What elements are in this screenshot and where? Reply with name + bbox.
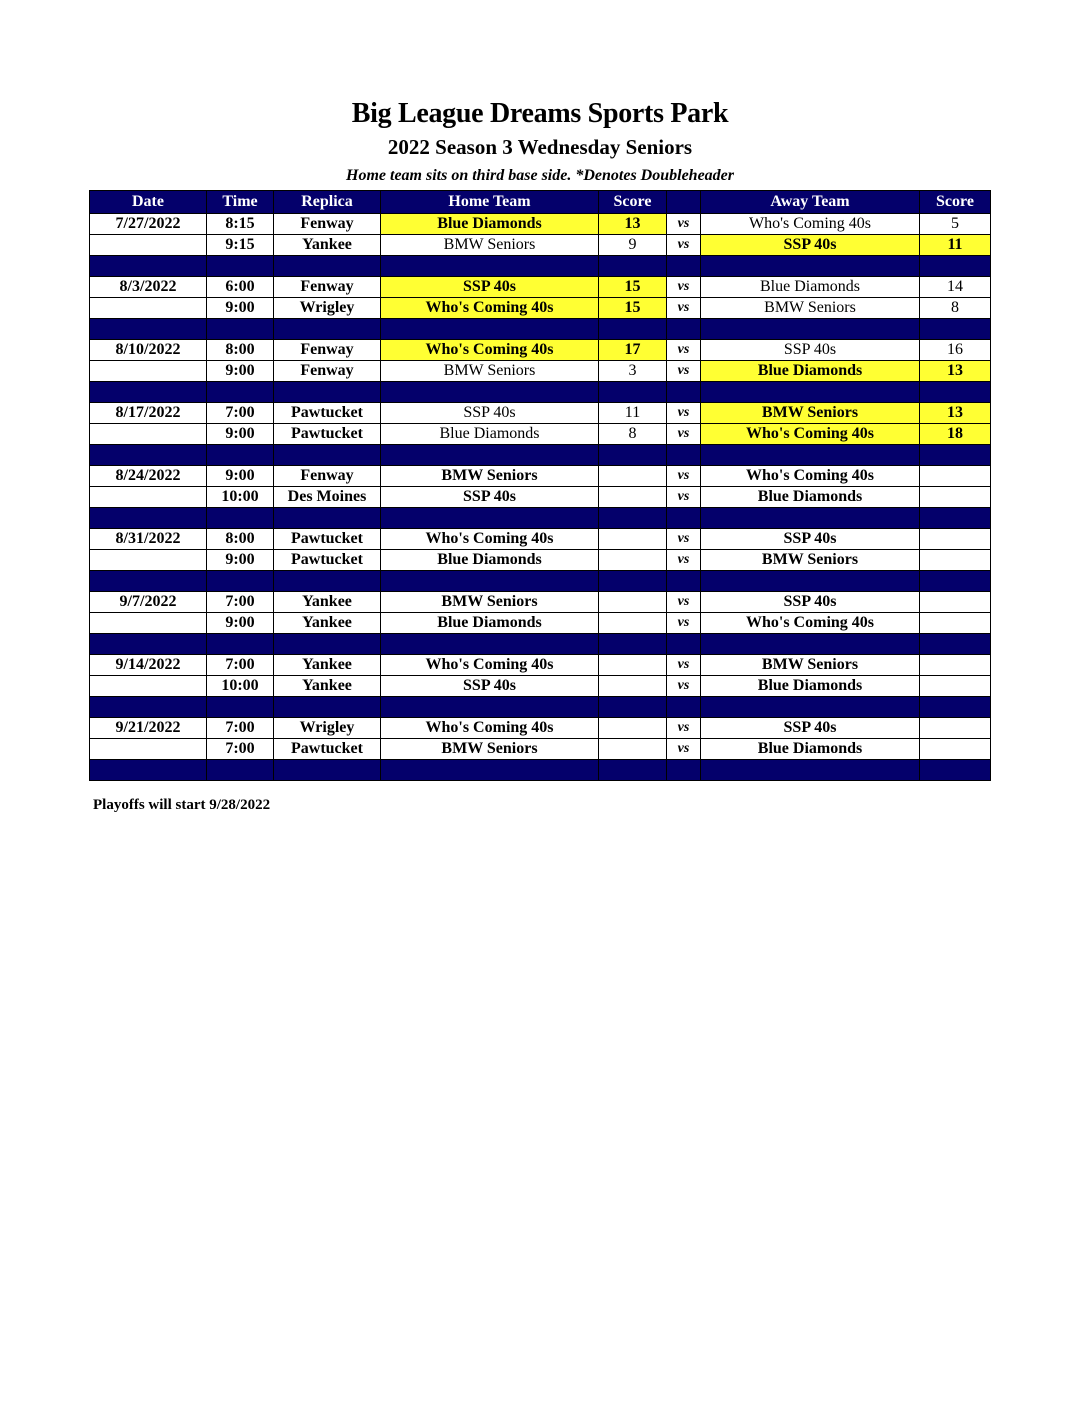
- home-team-cell: BMW Seniors: [381, 361, 599, 382]
- separator-cell: [207, 319, 274, 340]
- away-score-cell: 13: [920, 361, 991, 382]
- home-team-cell: BMW Seniors: [381, 739, 599, 760]
- away-score-cell: [920, 655, 991, 676]
- time-cell: 8:00: [207, 529, 274, 550]
- replica-cell: Fenway: [274, 214, 381, 235]
- separator-cell: [599, 508, 667, 529]
- game-row: [90, 466, 991, 487]
- vs-cell: vs: [667, 298, 701, 319]
- replica-cell: Yankee: [274, 676, 381, 697]
- away-score-cell: 16: [920, 340, 991, 361]
- game-row: [90, 592, 991, 613]
- time-cell: 9:00: [207, 613, 274, 634]
- date-cell: [90, 424, 207, 445]
- page-title: Big League Dreams Sports Park: [351, 98, 729, 129]
- vs-cell: vs: [667, 403, 701, 424]
- date-cell: [90, 676, 207, 697]
- home-score-cell: [599, 592, 667, 613]
- separator-cell: [599, 634, 667, 655]
- separator-cell: [90, 382, 207, 403]
- time-cell: 9:00: [207, 466, 274, 487]
- schedule-table: [89, 190, 991, 781]
- separator-cell: [667, 445, 701, 466]
- home-score-cell: 13: [599, 214, 667, 235]
- separator-cell: [920, 319, 991, 340]
- separator-cell: [90, 571, 207, 592]
- date-cell: 8/24/2022: [90, 466, 207, 487]
- away-team-cell: Blue Diamonds: [701, 277, 920, 298]
- date-cell: 8/17/2022: [90, 403, 207, 424]
- home-team-cell: BMW Seniors: [381, 466, 599, 487]
- separator-cell: [667, 760, 701, 781]
- home-score-cell: [599, 487, 667, 508]
- separator-cell: [381, 256, 599, 277]
- separator-cell: [599, 445, 667, 466]
- separator-cell: [274, 697, 381, 718]
- separator-cell: [274, 508, 381, 529]
- home-score-cell: [599, 529, 667, 550]
- away-team-cell: Who's Coming 40s: [701, 424, 920, 445]
- replica-cell: Yankee: [274, 235, 381, 256]
- home-team-cell: Who's Coming 40s: [381, 340, 599, 361]
- away-team-cell: SSP 40s: [701, 718, 920, 739]
- separator-cell: [701, 508, 920, 529]
- replica-cell: Pawtucket: [274, 550, 381, 571]
- separator-cell: [667, 634, 701, 655]
- week-separator-row: [90, 319, 991, 340]
- time-cell: 9:15: [207, 235, 274, 256]
- col-header-home-score: Score: [599, 191, 667, 214]
- game-row: [90, 214, 991, 235]
- game-row: [90, 235, 991, 256]
- away-team-cell: BMW Seniors: [701, 298, 920, 319]
- separator-cell: [667, 382, 701, 403]
- home-score-cell: 17: [599, 340, 667, 361]
- away-score-cell: 13: [920, 403, 991, 424]
- away-score-cell: [920, 592, 991, 613]
- time-cell: 8:15: [207, 214, 274, 235]
- separator-cell: [381, 319, 599, 340]
- col-header-home-team: Home Team: [381, 191, 599, 214]
- separator-cell: [667, 508, 701, 529]
- date-cell: 8/3/2022: [90, 277, 207, 298]
- separator-cell: [274, 634, 381, 655]
- separator-cell: [207, 697, 274, 718]
- separator-cell: [207, 256, 274, 277]
- date-cell: [90, 613, 207, 634]
- separator-cell: [701, 319, 920, 340]
- vs-cell: vs: [667, 550, 701, 571]
- separator-cell: [207, 571, 274, 592]
- separator-cell: [207, 445, 274, 466]
- away-team-cell: Blue Diamonds: [701, 676, 920, 697]
- vs-cell: vs: [667, 361, 701, 382]
- separator-cell: [701, 760, 920, 781]
- separator-cell: [701, 634, 920, 655]
- home-team-cell: SSP 40s: [381, 487, 599, 508]
- separator-cell: [920, 382, 991, 403]
- week-separator-row: [90, 571, 991, 592]
- date-cell: [90, 739, 207, 760]
- time-cell: 9:00: [207, 424, 274, 445]
- week-separator-row: [90, 382, 991, 403]
- away-score-cell: 18: [920, 424, 991, 445]
- separator-cell: [274, 382, 381, 403]
- away-team-cell: BMW Seniors: [701, 655, 920, 676]
- away-team-cell: SSP 40s: [701, 235, 920, 256]
- separator-cell: [274, 760, 381, 781]
- separator-cell: [701, 697, 920, 718]
- separator-cell: [90, 760, 207, 781]
- time-cell: 6:00: [207, 277, 274, 298]
- vs-cell: vs: [667, 739, 701, 760]
- separator-cell: [207, 382, 274, 403]
- away-score-cell: [920, 550, 991, 571]
- vs-cell: vs: [667, 676, 701, 697]
- time-cell: 7:00: [207, 403, 274, 424]
- replica-cell: Wrigley: [274, 298, 381, 319]
- date-cell: [90, 550, 207, 571]
- date-cell: 9/7/2022: [90, 592, 207, 613]
- away-score-cell: [920, 466, 991, 487]
- away-score-cell: [920, 487, 991, 508]
- game-row: [90, 487, 991, 508]
- separator-cell: [599, 256, 667, 277]
- separator-cell: [90, 508, 207, 529]
- game-row: [90, 298, 991, 319]
- schedule-body: [90, 214, 991, 781]
- col-header-away-score: Score: [920, 191, 991, 214]
- home-score-cell: [599, 718, 667, 739]
- replica-cell: Pawtucket: [274, 529, 381, 550]
- col-header-date: Date: [90, 191, 207, 214]
- col-header-time: Time: [207, 191, 274, 214]
- home-score-cell: 9: [599, 235, 667, 256]
- home-score-cell: [599, 550, 667, 571]
- game-row: [90, 277, 991, 298]
- home-score-cell: 15: [599, 277, 667, 298]
- game-row: [90, 718, 991, 739]
- separator-cell: [599, 571, 667, 592]
- replica-cell: Wrigley: [274, 718, 381, 739]
- separator-cell: [701, 445, 920, 466]
- game-row: [90, 739, 991, 760]
- date-cell: 8/10/2022: [90, 340, 207, 361]
- separator-cell: [381, 445, 599, 466]
- away-score-cell: [920, 529, 991, 550]
- time-cell: 7:00: [207, 718, 274, 739]
- home-team-cell: Blue Diamonds: [381, 613, 599, 634]
- date-cell: [90, 235, 207, 256]
- vs-cell: vs: [667, 529, 701, 550]
- separator-cell: [207, 760, 274, 781]
- separator-cell: [90, 634, 207, 655]
- week-separator-row: [90, 697, 991, 718]
- game-row: [90, 424, 991, 445]
- separator-cell: [381, 508, 599, 529]
- away-score-cell: [920, 613, 991, 634]
- away-score-cell: [920, 739, 991, 760]
- home-team-cell: Who's Coming 40s: [381, 529, 599, 550]
- replica-cell: Pawtucket: [274, 424, 381, 445]
- away-team-cell: Who's Coming 40s: [701, 466, 920, 487]
- replica-cell: Fenway: [274, 361, 381, 382]
- away-team-cell: BMW Seniors: [701, 550, 920, 571]
- home-team-cell: SSP 40s: [381, 277, 599, 298]
- away-team-cell: SSP 40s: [701, 592, 920, 613]
- separator-cell: [90, 445, 207, 466]
- home-team-cell: BMW Seniors: [381, 592, 599, 613]
- separator-cell: [599, 697, 667, 718]
- col-header-replica: Replica: [274, 191, 381, 214]
- separator-cell: [701, 571, 920, 592]
- home-team-cell: BMW Seniors: [381, 235, 599, 256]
- separator-cell: [274, 256, 381, 277]
- game-row: [90, 655, 991, 676]
- away-team-cell: SSP 40s: [701, 340, 920, 361]
- separator-cell: [381, 571, 599, 592]
- game-row: [90, 529, 991, 550]
- away-team-cell: Who's Coming 40s: [701, 613, 920, 634]
- time-cell: 8:00: [207, 340, 274, 361]
- replica-cell: Pawtucket: [274, 403, 381, 424]
- week-separator-row: [90, 634, 991, 655]
- separator-cell: [207, 634, 274, 655]
- away-team-cell: SSP 40s: [701, 529, 920, 550]
- separator-cell: [381, 382, 599, 403]
- vs-cell: vs: [667, 214, 701, 235]
- away-score-cell: [920, 676, 991, 697]
- time-cell: 9:00: [207, 550, 274, 571]
- time-cell: 10:00: [207, 487, 274, 508]
- away-team-cell: Who's Coming 40s: [701, 214, 920, 235]
- separator-cell: [90, 697, 207, 718]
- vs-cell: vs: [667, 655, 701, 676]
- date-cell: [90, 298, 207, 319]
- vs-cell: vs: [667, 235, 701, 256]
- vs-cell: vs: [667, 466, 701, 487]
- time-cell: 7:00: [207, 739, 274, 760]
- away-score-cell: 8: [920, 298, 991, 319]
- vs-cell: vs: [667, 613, 701, 634]
- home-score-cell: 8: [599, 424, 667, 445]
- time-cell: 7:00: [207, 592, 274, 613]
- separator-cell: [599, 382, 667, 403]
- home-score-cell: 11: [599, 403, 667, 424]
- separator-cell: [667, 319, 701, 340]
- separator-cell: [381, 697, 599, 718]
- time-cell: 9:00: [207, 298, 274, 319]
- home-team-cell: Blue Diamonds: [381, 550, 599, 571]
- separator-cell: [599, 319, 667, 340]
- replica-cell: Yankee: [274, 613, 381, 634]
- separator-cell: [207, 508, 274, 529]
- time-cell: 9:00: [207, 361, 274, 382]
- separator-cell: [701, 382, 920, 403]
- separator-cell: [599, 760, 667, 781]
- home-score-cell: [599, 655, 667, 676]
- vs-cell: vs: [667, 718, 701, 739]
- game-row: [90, 361, 991, 382]
- date-cell: [90, 361, 207, 382]
- home-team-cell: Blue Diamonds: [381, 214, 599, 235]
- home-score-cell: [599, 613, 667, 634]
- away-team-cell: Blue Diamonds: [701, 361, 920, 382]
- replica-cell: Fenway: [274, 466, 381, 487]
- separator-cell: [667, 571, 701, 592]
- home-score-cell: [599, 466, 667, 487]
- home-team-note: Home team sits on third base side. *Denotes Doubleheader: [346, 167, 734, 184]
- date-cell: 9/21/2022: [90, 718, 207, 739]
- separator-cell: [274, 319, 381, 340]
- separator-cell: [90, 319, 207, 340]
- separator-cell: [920, 445, 991, 466]
- home-score-cell: 15: [599, 298, 667, 319]
- home-score-cell: [599, 676, 667, 697]
- week-separator-row: [90, 508, 991, 529]
- date-cell: 8/31/2022: [90, 529, 207, 550]
- separator-cell: [920, 760, 991, 781]
- home-team-cell: SSP 40s: [381, 676, 599, 697]
- game-row: [90, 340, 991, 361]
- home-team-cell: Who's Coming 40s: [381, 718, 599, 739]
- page-subtitle: 2022 Season 3 Wednesday Seniors: [387, 135, 693, 159]
- separator-cell: [381, 634, 599, 655]
- col-header-vs: [667, 191, 701, 214]
- date-cell: 7/27/2022: [90, 214, 207, 235]
- separator-cell: [274, 571, 381, 592]
- separator-cell: [920, 256, 991, 277]
- replica-cell: Yankee: [274, 592, 381, 613]
- replica-cell: Pawtucket: [274, 739, 381, 760]
- separator-cell: [701, 256, 920, 277]
- vs-cell: vs: [667, 340, 701, 361]
- game-row: [90, 613, 991, 634]
- home-score-cell: 3: [599, 361, 667, 382]
- week-separator-row: [90, 256, 991, 277]
- replica-cell: Fenway: [274, 340, 381, 361]
- separator-cell: [90, 256, 207, 277]
- replica-cell: Fenway: [274, 277, 381, 298]
- separator-cell: [920, 571, 991, 592]
- date-cell: [90, 487, 207, 508]
- week-separator-row: [90, 760, 991, 781]
- vs-cell: vs: [667, 424, 701, 445]
- vs-cell: vs: [667, 277, 701, 298]
- replica-cell: Des Moines: [274, 487, 381, 508]
- playoffs-note: Playoffs will start 9/28/2022: [93, 797, 271, 813]
- game-row: [90, 403, 991, 424]
- separator-cell: [920, 508, 991, 529]
- date-cell: 9/14/2022: [90, 655, 207, 676]
- home-team-cell: Blue Diamonds: [381, 424, 599, 445]
- home-score-cell: [599, 739, 667, 760]
- away-score-cell: 5: [920, 214, 991, 235]
- separator-cell: [274, 445, 381, 466]
- vs-cell: vs: [667, 487, 701, 508]
- vs-cell: vs: [667, 592, 701, 613]
- replica-cell: Yankee: [274, 655, 381, 676]
- home-team-cell: SSP 40s: [381, 403, 599, 424]
- separator-cell: [381, 760, 599, 781]
- separator-cell: [667, 697, 701, 718]
- away-score-cell: 14: [920, 277, 991, 298]
- separator-cell: [920, 634, 991, 655]
- game-row: [90, 676, 991, 697]
- separator-cell: [920, 697, 991, 718]
- away-team-cell: Blue Diamonds: [701, 487, 920, 508]
- header-row: [90, 191, 991, 214]
- away-team-cell: BMW Seniors: [701, 403, 920, 424]
- separator-cell: [667, 256, 701, 277]
- away-score-cell: [920, 718, 991, 739]
- time-cell: 10:00: [207, 676, 274, 697]
- week-separator-row: [90, 445, 991, 466]
- col-header-away-team: Away Team: [701, 191, 920, 214]
- away-team-cell: Blue Diamonds: [701, 739, 920, 760]
- time-cell: 7:00: [207, 655, 274, 676]
- game-row: [90, 550, 991, 571]
- home-team-cell: Who's Coming 40s: [381, 298, 599, 319]
- away-score-cell: 11: [920, 235, 991, 256]
- home-team-cell: Who's Coming 40s: [381, 655, 599, 676]
